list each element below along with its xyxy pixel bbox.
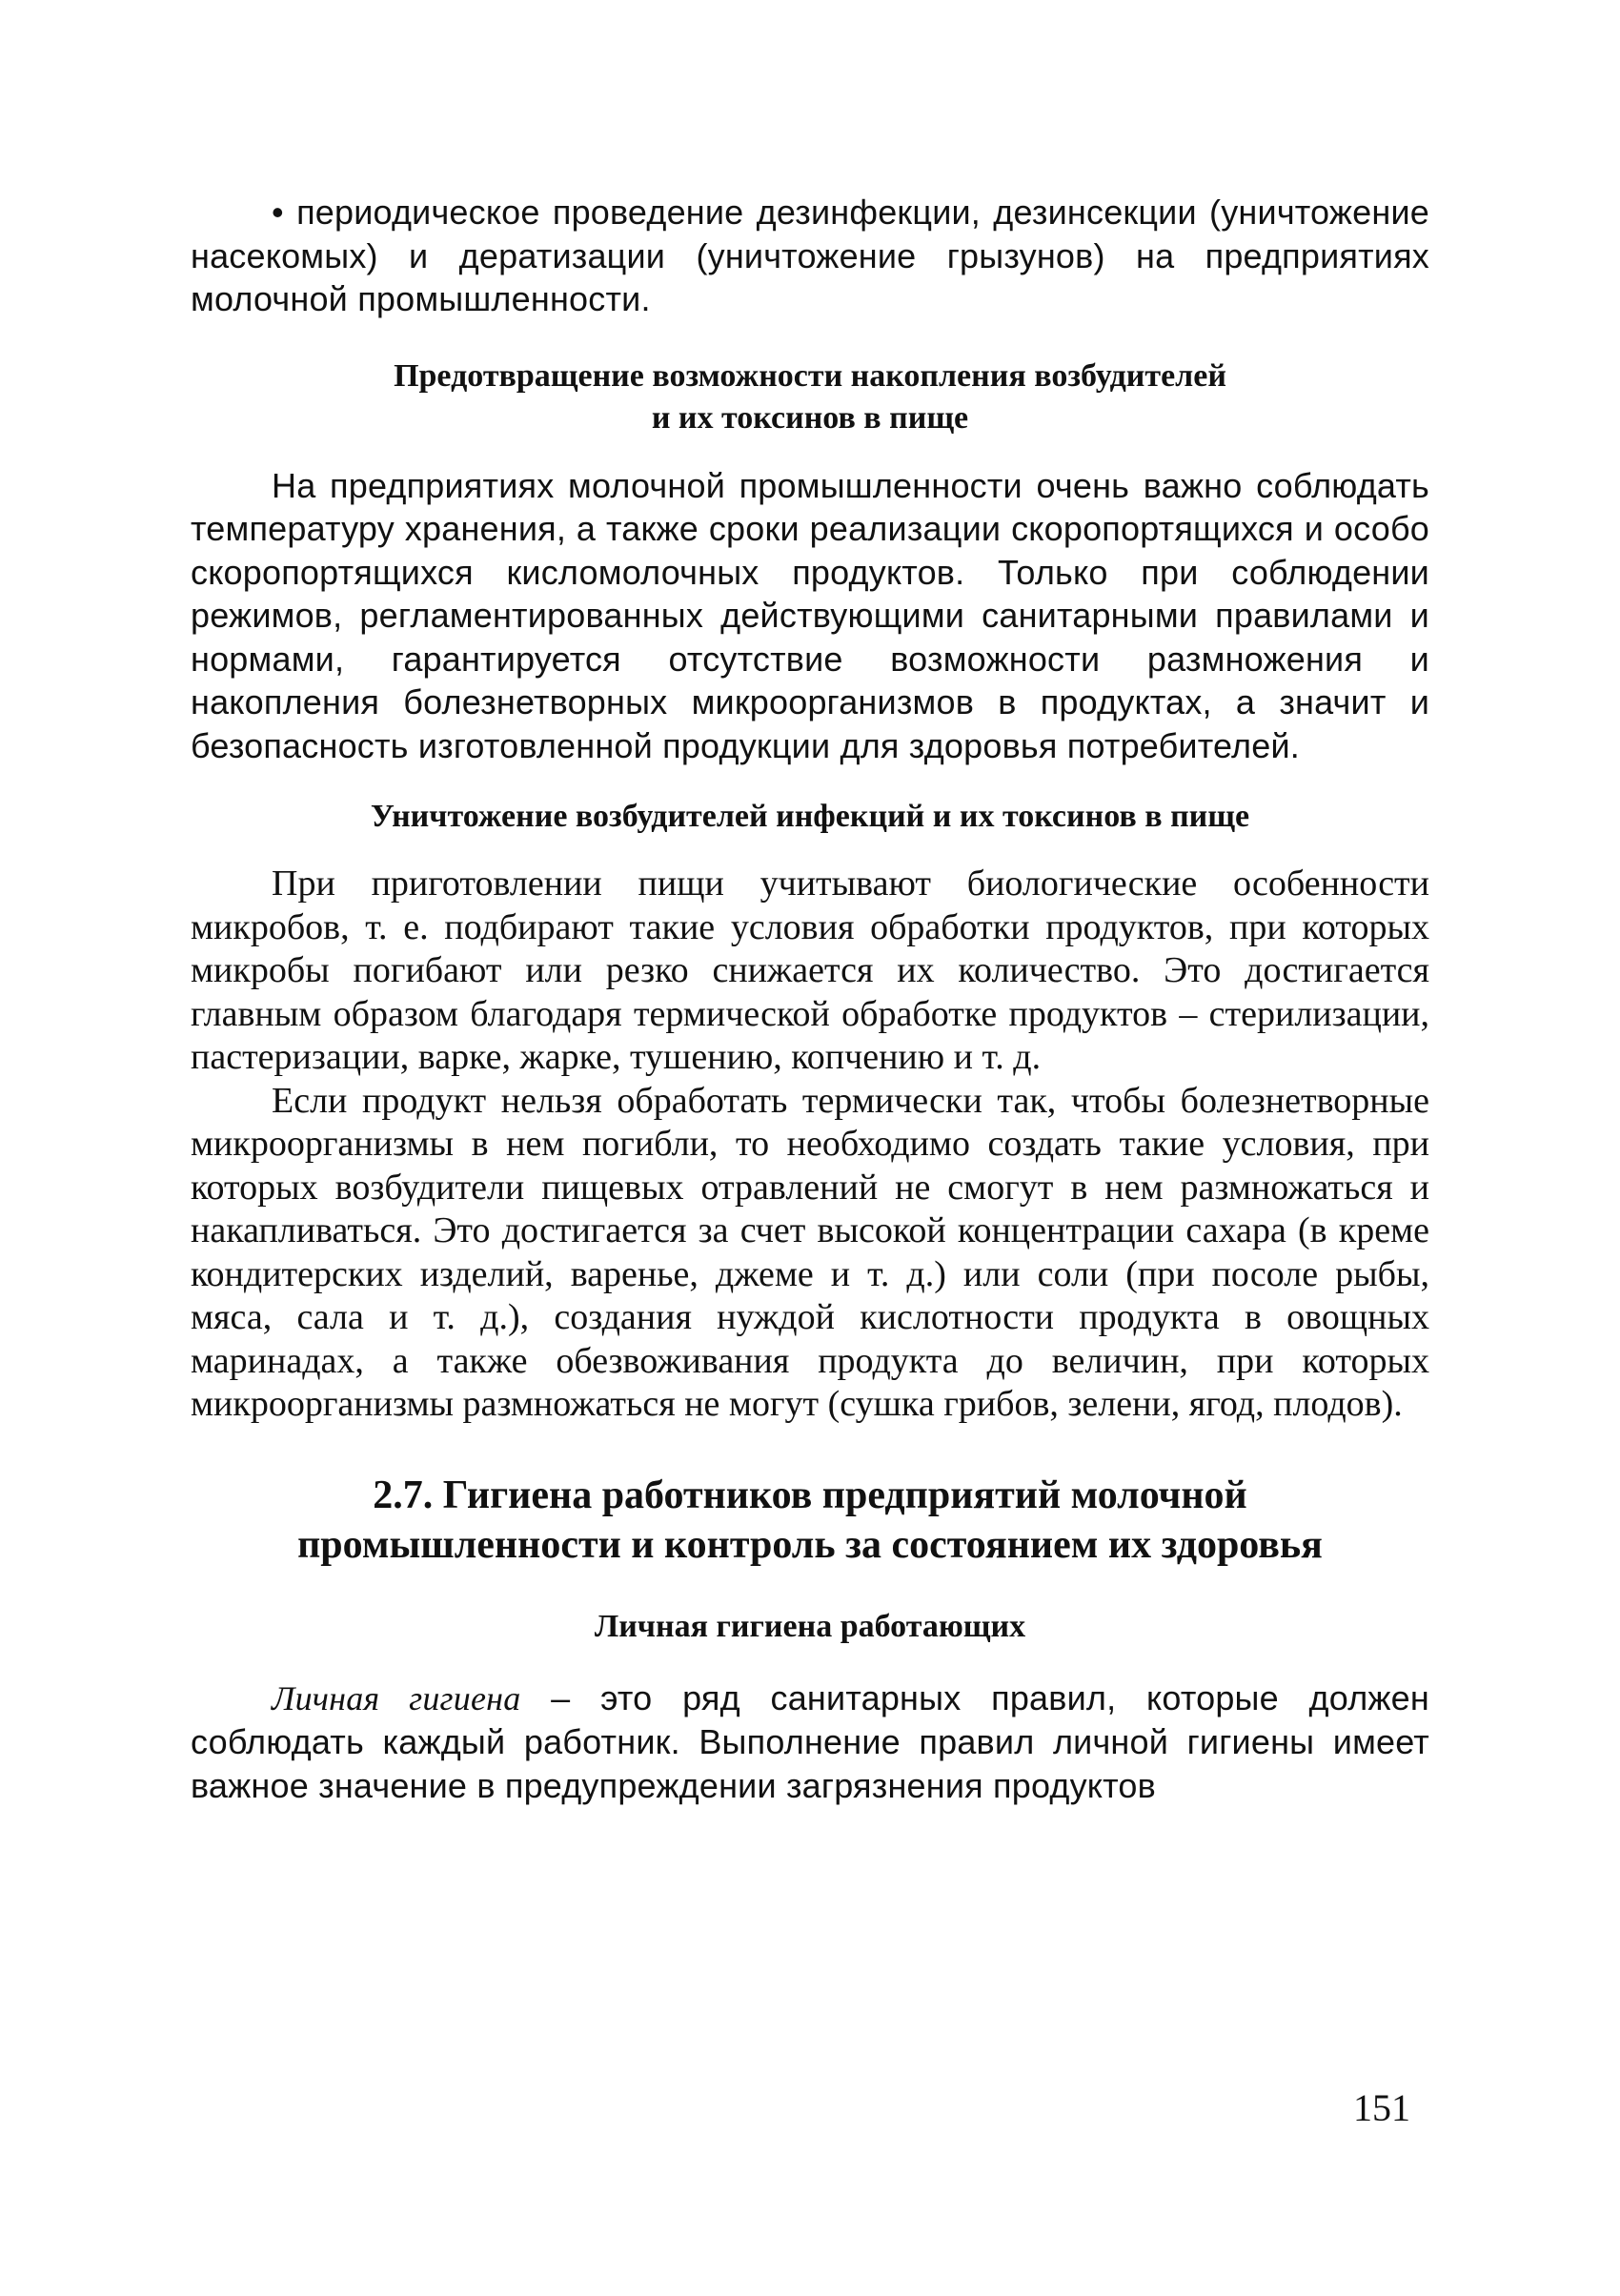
bullet-text: периодическое проведение дезинфекции, дезинсекции (уничтожение насекомых) и дератизации (уничтожение грызунов) на предприятиях молочной промышленности. <box>191 193 1429 318</box>
section-heading-hygiene <box>191 1471 1429 1570</box>
paragraph-prevention: На предприятиях молочной промышленности очень важно соблюдать температуру хранения, а также сроки реализации скоропортящихся и особо скоропортящихся кисломолочных продуктов. Только при соблюдении режимов, регламентированных действующими санитарными правилами и нормами, гарантируется отсутствие возможности размножения и накопления болезнетворных микроорганизмов в продуктах, а значит и безопасность изготовленной продукции для здоровья потребителей. <box>191 465 1429 765</box>
bullet-paragraph <box>191 191 1429 321</box>
paragraph-personal-hygiene <box>191 1676 1429 1808</box>
heading-prevention-line1: Предотвращение возможности накопления возбудителей <box>394 357 1226 394</box>
paragraph-personal-hygiene-text: – это ряд санитарных правил, которые должен соблюдать каждый работник. Выполнение правил личной гигиены имеет важное значение в предупреждении загрязнения продуктов <box>191 1677 1429 1805</box>
section-heading-hygiene-line1: 2.7. Гигиена работников предприятий молочной <box>373 1473 1247 1517</box>
heading-prevention <box>191 356 1429 439</box>
bullet-marker: • <box>272 193 284 232</box>
heading-destruction: Уничтожение возбудителей инфекций и их токсинов в пище <box>370 799 1250 834</box>
book-page <box>191 191 1429 1807</box>
page-number: 151 <box>1353 2086 1410 2129</box>
heading-prevention-line2: и их токсинов в пище <box>651 399 969 436</box>
term-personal-hygiene: Личная гигиена <box>272 1678 521 1717</box>
paragraph-destruction-1: При приготовлении пищи учитывают биологические особенности микробов, т. е. подбирают такие условия обработки продуктов, при которых микробы погибают или резко снижается их количество. Это достигается главным образом благодаря термической обработке продуктов – стерилизации, пастеризации, варке, жарке, тушению, копчению и т. д. <box>191 864 1429 1077</box>
subheading-personal-hygiene: Личная гигиена работающих <box>594 1608 1026 1644</box>
paragraph-destruction-2: Если продукт нельзя обработать термически так, чтобы болезнетворные микроорганизмы в нем погибли, то необходимо создать такие условия, при которых возбудители пищевых отравлений не смогут в нем размножаться и накапливаться. Это достигается за счет высокой концентрации сахара (в креме кондитерских изделий, варенье, джеме и т. д.) или соли (при посоле рыбы, мяса, сала и т. д.), создания нуждой кислотности продукта в овощных маринадах, а также обезвоживания продукта до величин, при которых микроорганизмы размножаться не могут (сушка грибов, зелени, ягод, плодов). <box>191 1080 1429 1424</box>
section-heading-hygiene-line2: промышленности и контроль за состоянием их здоровья <box>297 1522 1323 1567</box>
